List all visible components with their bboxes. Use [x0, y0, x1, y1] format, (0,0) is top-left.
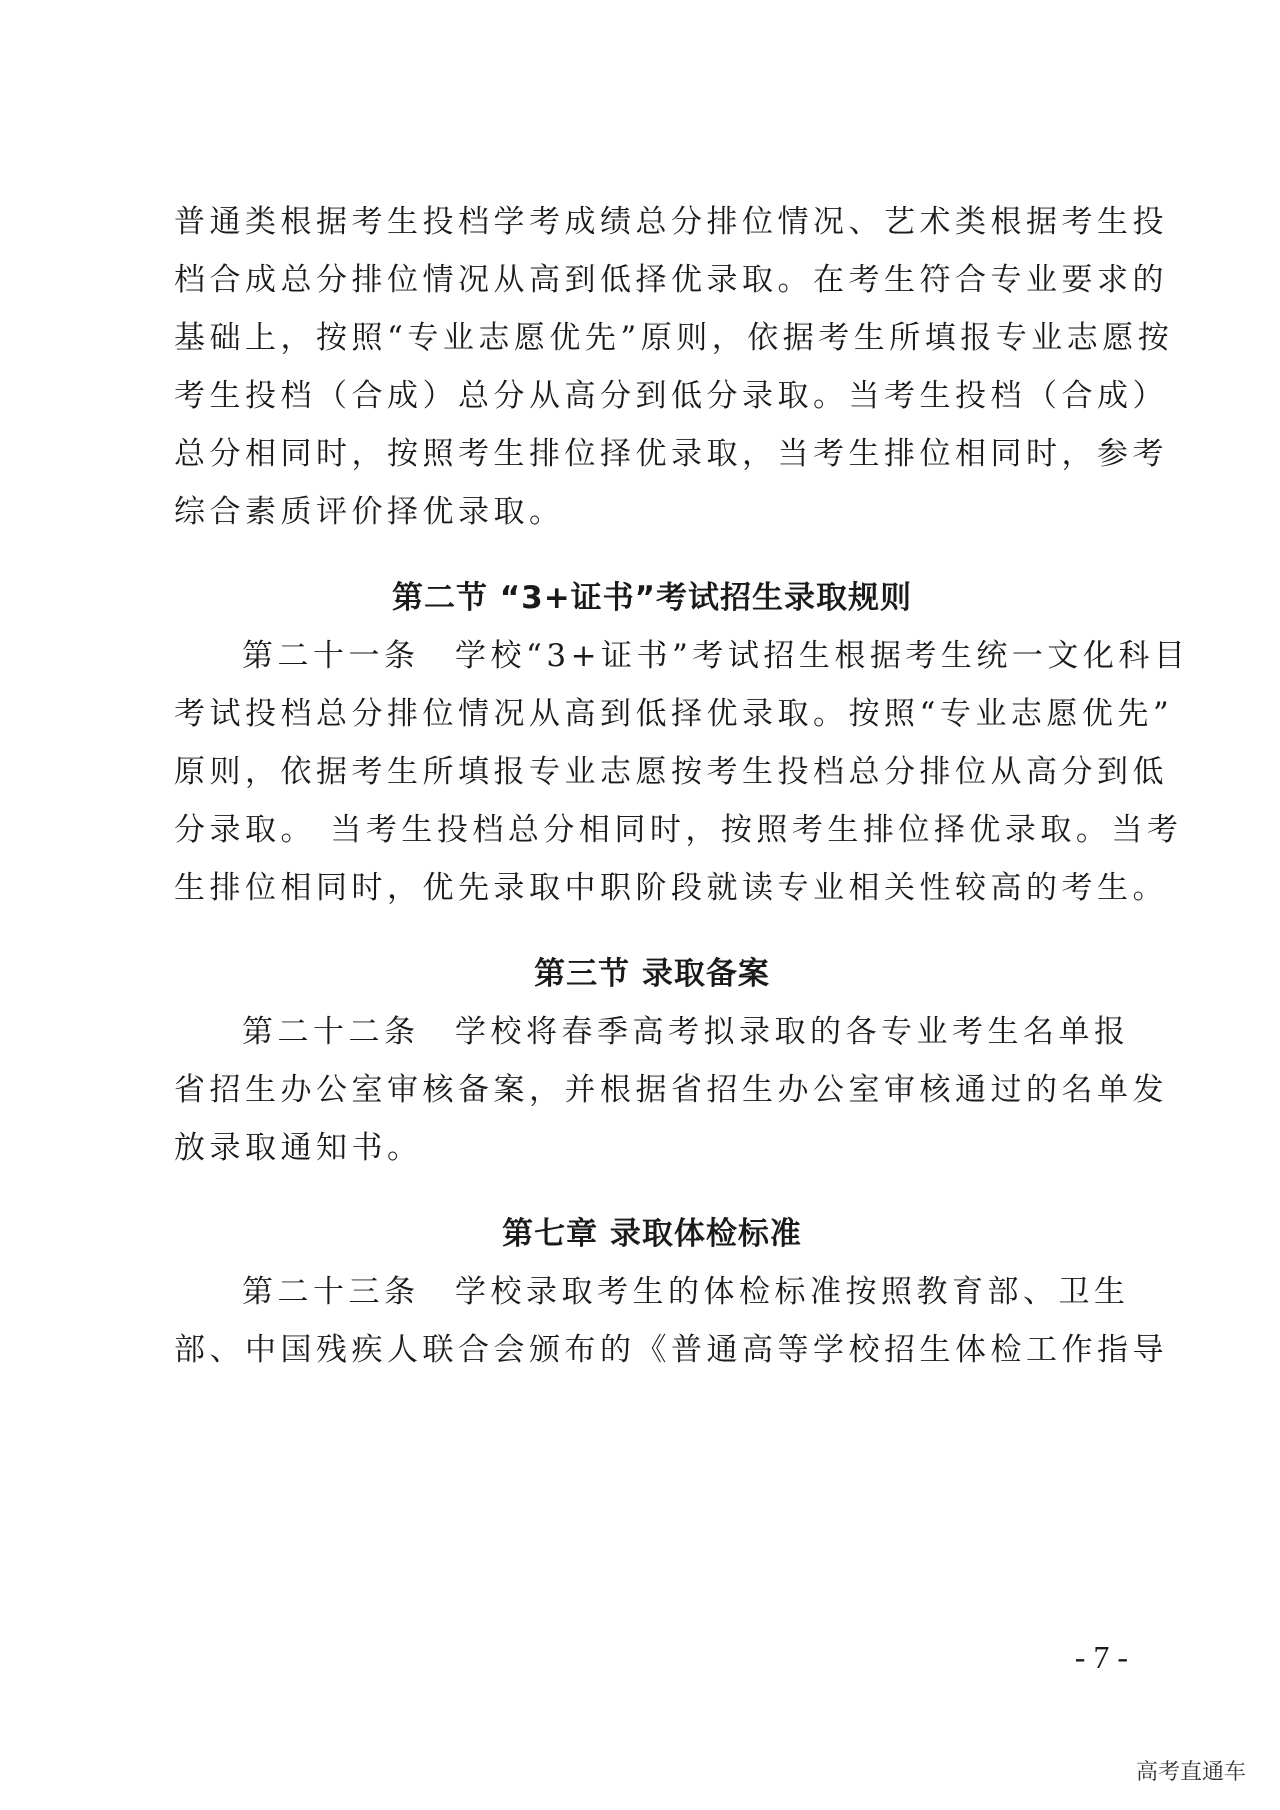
- chapter-heading: 第七章 录取体检标准: [502, 1216, 802, 1252]
- page-number: - 7 -: [1074, 1639, 1128, 1675]
- watermark-text: 高考直通车: [1135, 1760, 1246, 1785]
- body-text-line: 综合素质评价择优录取。: [174, 494, 565, 530]
- body-text-line: 生排位相同时，优先录取中职阶段就读专业相关性较高的考生。: [174, 870, 1168, 906]
- body-text-line: 普通类根据考生投档学考成绩总分排位情况、艺术类根据考生投: [174, 204, 1168, 240]
- article-text-line: 第二十一条 学校“3+证书”考试招生根据考生统一文化科目: [242, 638, 1190, 674]
- body-text-line: 档合成总分排位情况从高到低择优录取。在考生符合专业要求的: [174, 262, 1168, 298]
- article-text-line: 第二十二条 学校将春季高考拟录取的各专业考生名单报: [242, 1014, 1130, 1050]
- section-heading: 第二节 “3+证书”考试招生录取规则: [391, 580, 913, 616]
- body-text-line: 分录取。 当考生投档总分相同时，按照考生排位择优录取。当考: [174, 812, 1183, 848]
- body-text-line: 省招生办公室审核备案，并根据省招生办公室审核通过的名单发: [174, 1072, 1168, 1108]
- body-text-line: 基础上，按照“专业志愿优先”原则，依据考生所填报专业志愿按: [174, 320, 1174, 356]
- body-text-line: 考生投档（合成）总分从高分到低分录取。当考生投档（合成）: [174, 378, 1168, 414]
- article-text-line: 第二十三条 学校录取考生的体检标准按照教育部、卫生: [242, 1274, 1130, 1310]
- section-heading: 第三节 录取备案: [534, 956, 770, 992]
- body-text-line: 放录取通知书。: [174, 1130, 423, 1166]
- body-text-line: 总分相同时，按照考生排位择优录取，当考生排位相同时，参考: [174, 436, 1168, 472]
- body-text-line: 原则，依据考生所填报专业志愿按考生投档总分排位从高分到低: [174, 754, 1168, 790]
- body-text-line: 考试投档总分排位情况从高到低择优录取。按照“专业志愿优先”: [174, 696, 1174, 732]
- body-text-line: 部、中国残疾人联合会颁布的《普通高等学校招生体检工作指导: [174, 1332, 1168, 1368]
